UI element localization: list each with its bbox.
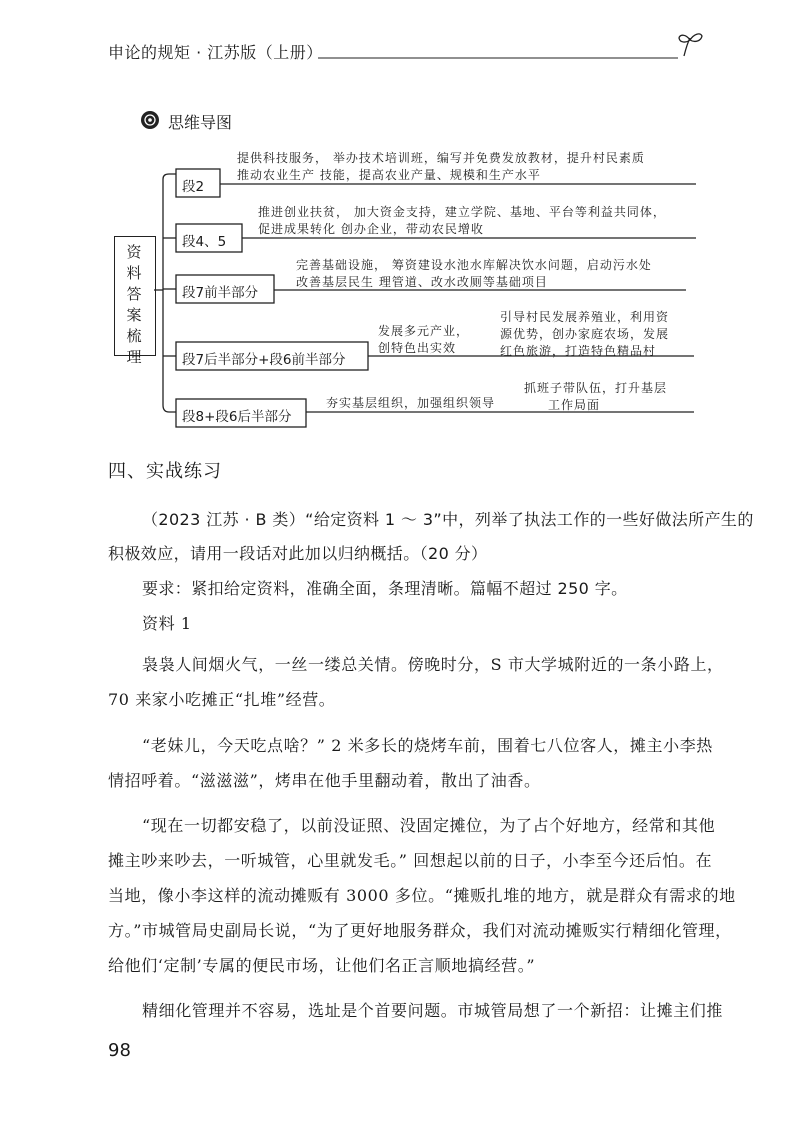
paragraph-2-line-2: 情招呼着。“滋滋滋”，烤串在他手里翻动着，散出了油香。 (108, 771, 541, 790)
page-number: 98 (108, 1040, 131, 1061)
material-label: 资料 1 (142, 614, 192, 633)
mindmap-root-label: 资料答案梳理 (126, 243, 142, 366)
paragraph-1-line-2: 70 来家小吃摊正“扎堆”经营。 (108, 690, 336, 709)
paragraph-3-line-3: 当地，像小李这样的流动摊贩有 3000 多位。“摊贩扎堆的地方，就是群众有需求的地 (108, 886, 736, 905)
paragraph-1-line-1: 袅袅人间烟火气，一丝一缕总关情。傍晚时分，S 市大学城附近的一条小路上， (142, 655, 724, 674)
branch-label-5: 段8+段6后半部分 (182, 409, 292, 425)
branch-label-4: 段7后半部分+段6前半部分 (182, 352, 346, 368)
branch-label-1: 段2 (182, 179, 205, 195)
section-heading: 四、实战练习 (108, 461, 222, 482)
running-header-title: 申论的规矩 · 江苏版（上册） (108, 43, 323, 62)
branch-3-line-1: 完善基础设施， 筹资建设水池水库解决饮水问题，启动污水处 (296, 258, 652, 272)
paragraph-3-line-2: 摊主吵来吵去，一听城管，心里就发毛。” 回想起以前的日子，小李至今还后怕。在 (108, 851, 713, 870)
branch-4-right-line-1: 引导村民发展养殖业，利用资 (500, 310, 670, 324)
branch-2-line-2: 促进成果转化 创办企业，带动农民增收 (258, 222, 484, 236)
paragraph-3-line-4: 方。”市城管局史副局长说，“为了更好地服务群众，我们对流动摊贩实行精细化管理， (108, 921, 732, 940)
branch-1-line-1: 提供科技服务， 举办技术培训班，编写并免费发放教材，提升村民素质 (237, 151, 645, 165)
branch-label-2: 段4、5 (182, 234, 227, 250)
branch-5-right-line-2: 工作局面 (548, 398, 601, 412)
branch-label-3: 段7前半部分 (182, 285, 259, 301)
paragraph-4-line-1: 精细化管理并不容易，选址是个首要问题。市城管局想了一个新招：让摊主们推 (142, 1001, 724, 1020)
paragraph-3-line-1: “现在一切都安稳了，以前没证照、没固定摊位，为了占个好地方，经常和其他 (142, 816, 716, 835)
branch-5-right-line-1: 抓班子带队伍，打升基层 (524, 381, 668, 395)
paragraph-2-line-1: “老妹儿，今天吃点啥？” 2 米多长的烧烤车前，围着七八位客人，摊主小李热 (142, 736, 713, 755)
requirement-text: 要求：紧扣给定资料，准确全面，条理清晰。篇幅不超过 250 字。 (142, 579, 628, 598)
branch-5-left-line-1: 夯实基层组织，加强组织领导 (326, 396, 496, 410)
branch-2-line-1: 推进创业扶贫， 加大资金支持，建立学院、基地、平台等利益共同体， (258, 205, 666, 219)
branch-4-left-line-1: 发展多元产业， (378, 324, 470, 338)
mindmap-heading: 思维导图 (168, 113, 233, 132)
branch-3-line-2: 改善基层民生 理管道、改水改厕等基础项目 (296, 275, 548, 289)
branch-4-right-line-3: 红色旅游，打造特色精品村 (500, 344, 657, 358)
branch-4-right-line-2: 源优势，创办家庭农场，发展 (500, 327, 670, 341)
branch-4-left-line-2: 创特色出实效 (378, 341, 457, 355)
branch-1-line-2: 推动农业生产 技能，提高农业产量、规模和生产水平 (237, 168, 541, 182)
paragraph-3-line-5: 给他们‘定制’专属的便民市场，让他们名正言顺地搞经营。” (108, 956, 536, 975)
question-line-1: （2023 江苏 · B 类）“给定资料 1 ～ 3”中，列举了执法工作的一些好做法所产生的 (142, 510, 754, 529)
question-line-2: 积极效应，请用一段话对此加以归纳概括。（20 分） (108, 544, 488, 563)
